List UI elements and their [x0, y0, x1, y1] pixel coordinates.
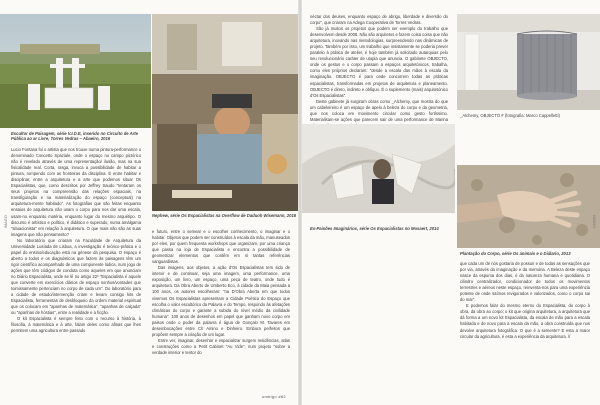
- paragraph: Das imagens, aos objetos, a ação d'Os Espacialistas tem sido de intervir e de continuar, seja uma imagem, uma performance, uma exposição, um livro, um espaço, uma peça de teatro, onde tudo é arquitetura. Da Obra Aberto de Umberto Eco, à cidade da Maia pensada a 100 anos, os autores escolheram: "na D'Obra Aberta em que todos vivemos Os Espacialistas apresentam a Cidade Poética do Espaço que escolha o valor escultórico da Palavra e do Tempo, respondo às afetações climáticas do corpo e garante a subida do nível médio da civilidade humana". 100 anos de desenhos em papel que ganham novo corpo em paisos onde o poder da palavra é água de Gonçalo M. Tavares em desembocações entre Ch Amino e Dinheiro. Embora perfeitos que propõem sempre a criação de um lugar.: [152, 265, 290, 337]
- paragraph: No laboratório que criaram na Faculdade de Arquitetura da Universidade Lusíada de Lisboa, a investigação é teórico-prática e o papel do ensino/educação está na génese da pesquisa. O espaço é aberto a todos e os diagnósticos que fazem às paisagens têm um rigor científico acompanhado de uma componente lúdica, num jogo de ações que têm códigos de conduta como aqueles em que anunciam no Diário Espacialista, onde se lê no artigo 22º "Espacialista é aquele que converte em exercícios diários de espaço sonhos/vontades que toimissamente pertenciam no corpo de cada um". Do laboratório para a cidade de estudo/intervenção criam e levam consigo kits de Espacialista, ferramentas de desbloqueio da ordem material espiritual que os colocam em "apanhas de matemática", "apanhas de calçada" ou "apanhas de hóstias", entre a realidade e a ficção.: [11, 237, 141, 316]
- paragraph: E podemos falar do mesmo eterno do Espacialista, do corpo à obra, da obra ao corpo; o kit que origina arquitetura, a arquitetura que dá forma a um novo kit Espacialista, da escala de mão para a escala habitada e de novo para a escala da mão, a obra construída que nos devolve arquitetura fotográfica. O que é a semente? E esta a maior circular da agricultura, é esta a experiência da arquitetura. //: [460, 303, 590, 339]
- paragraph: que cada um de nós gostaria de possuir e de todas as sensações que por via, através da imaginação e da memória. A Beleza deste espaço nasce da espuma dos dias, é da natureza humana e quotidiana. O cilindro centralizador, condicionador de todos os movimentos terrestres e aéreos neste espaço, reinventa-nos para uma experiência potente de onde saímos revigorados e valorizados, como o corpo sai do mar".: [460, 261, 590, 303]
- photo-workshop-man: [152, 14, 299, 211]
- caption-photo-1: Escultor de Paisagem, série V.I.D.E, inserido no Circuito de Arte Pública ao ar Livre, Torres Vedras – Abaeiro, 2016: [11, 131, 138, 141]
- folio-left: umbigo #62: [262, 394, 286, 399]
- caption-photo-4: Ex-Paisões Imaginários, série Os Espacialistas no Mosaert, 2014: [310, 226, 439, 231]
- side-label-left: IMAGO: [3, 215, 8, 229]
- photo-body-plantation: [457, 165, 600, 248]
- paragraph: São já muitos os projetos que podem ser exemplo do trabalho que desenvolvem desde 2008. Não são arquitetos e fazem coisa coisa que não arquitetura, inovando nas metodologias, surpreendendo nas dinâmicas de projeto. Também por isso, um trabalho que insistamente se poderia prever paralelo à prática de atelier, é hoje também já solicitado autarquias pelo seu revolucionário caráter de utopia que anuncia. O gabinete OBJECTO, onde os gestos e o corpo passam a espaços arquitetónicos, trabalha, como eles próprios declaram: "desde a escala das mãos à escala da imaginação. OBJECTO é para onde concorrem todas as práticas espacialistas, transformadas em projetos de arquitetura e planeamento. OBJECTO é direto, indireto e oblíquo. É o suplemento (mais) arquitetónico d'Os Espacialistas".: [310, 26, 448, 98]
- left-column-2: [152, 229, 290, 356]
- left-column-1: [11, 147, 141, 334]
- paragraph: e futuro, entre o semear e o escolher conhecimento, o imaginar e o habitar. Objetos que podem ser construídos à escala da mão, manuseados por eles, por quem frequenta workshops que organizam, por uma criança que passa na loja de Espacialista e encontra a possibilidade de geometrizar elementos que contêm em si tantas referências vanguardistas.: [152, 229, 290, 265]
- paragraph: néctar dos deuses, enquanto espaço de abrigo, liberdade e diversão do corpo", que criaram na Adega Cooperativa de Torres Vedras.: [310, 14, 448, 26]
- paragraph: O kit Espacialista é sempre feito com o recurso à história, à filosofia, à matemática e à arte, falam deles como afinas que lhes permitem uma agricultura entre passado: [11, 316, 141, 334]
- side-label-right: IMAGO: [592, 215, 597, 229]
- paragraph: Lucio Fontana foi o artista que nos trouxe numa pintura-performance o denominado Concetto Spaziale, onde o espaço no campo pictórico não é revelado através de uma representação/ ilusão, mas na sua fisicalidade real. Corta, rasga, invoca a possibilidade de habitar a pintura, rompendo com as fronteiras da disciplina. É entre habitar e disciplinar, entre a arquitetura e a arte que podemos situar Os Espacialistas, que, como descritos por Jeffrey Saudo "tentaram os seus projetos na compreensão das relações espaciais, na transfiguração e na materialização do espaço (conceptual) na arquitetura-mente habitado". As fotografias que são feitas enquanto ensaios de arquitetura não usam o corpo para nos dar uma escala, usam-no enquanto matéria, enquanto lugar do mesmo arquétipo. O discurso é artístico e político, é didático e superado, numa amálgama "situacionista" em relação à arquitetura. O que mais não são as suas imagens que não pensamento?: [11, 147, 141, 237]
- photo-imaginary-landscapes: [302, 124, 455, 213]
- right-column-1: [310, 14, 448, 135]
- right-column-2: [460, 261, 590, 340]
- paragraph: Deste gabinete já surgiram obras como _Alchemy, que mostra do que um cabeleireiro é um espaço de apelo à beleza do corpo e da geometria, que nos coloca em movimento circular como gesto fortíssimo. Materialisam-se ações que parecem sair de uma performance de Marina: [310, 98, 448, 122]
- paragraph: Entre ver, imaginar, desenhar e espacializar surgem residências, atlas e construções como a Petit Cabinet "Au Vide", num projeto "sobre a verdade interior e tentor do: [152, 337, 290, 355]
- caption-photo-2: Nephew, série Os Espacialistas na Overflow de Daduoh Wisemann, 2016: [152, 213, 297, 218]
- photo-alchemy-room: [457, 14, 600, 110]
- photo-paper-figures-landscape: [0, 14, 151, 128]
- caption-photo-3: _Alchemy, OBJECTO # (fotografia: Marco Cappelletti): [460, 113, 560, 118]
- caption-photo-5: Plantação do Corpo, série Os animais e o Diálario, 2013: [460, 251, 571, 256]
